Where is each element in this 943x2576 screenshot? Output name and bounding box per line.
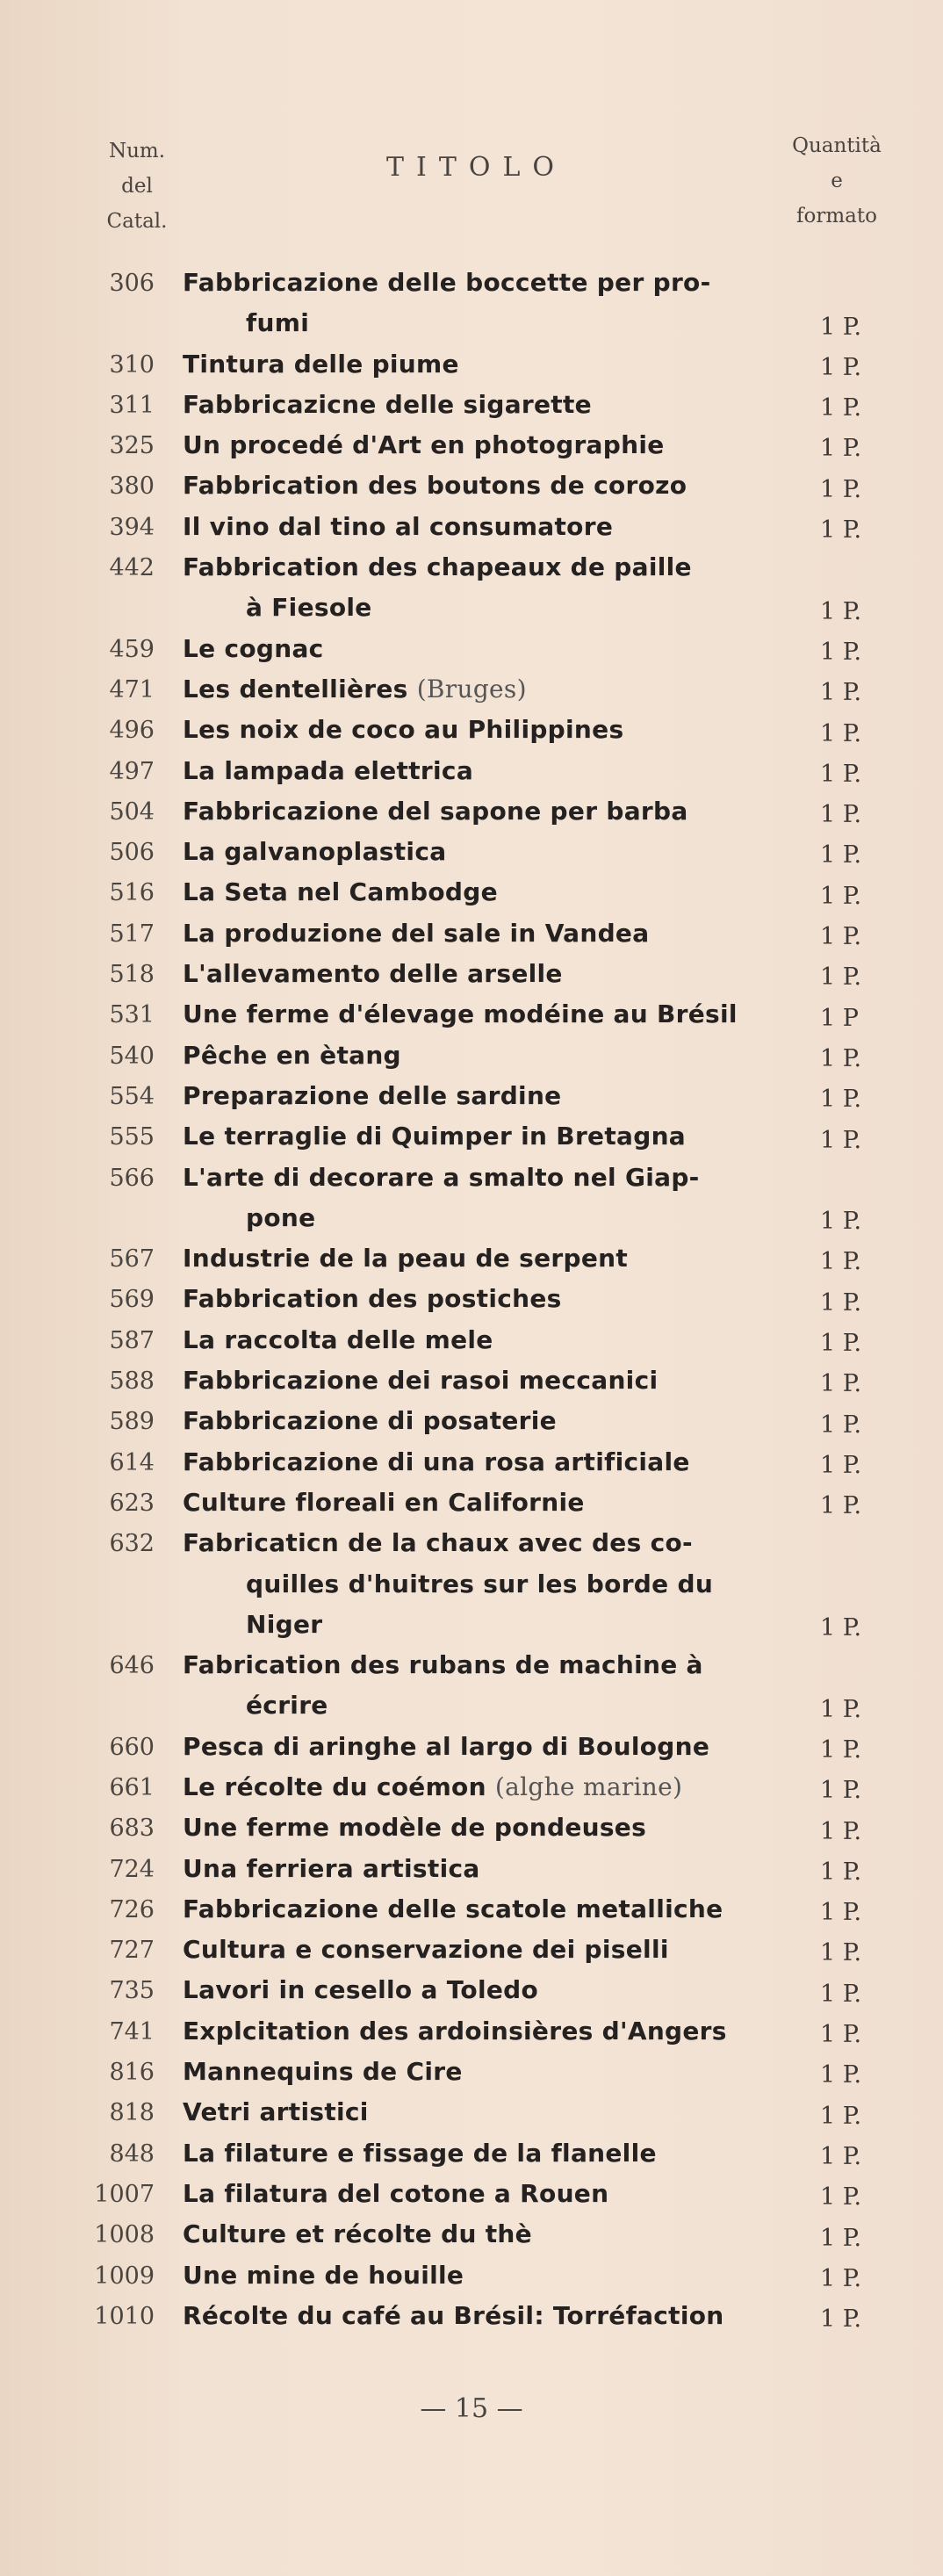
catalog-number: 566 — [109, 1164, 155, 1192]
catalog-title — [183, 1442, 762, 1483]
catalog-title — [183, 1645, 762, 1727]
catalog-row — [0, 1767, 943, 1808]
quantity-format: 1 P. — [820, 2061, 862, 2089]
title-line: Fabbricazicne delle sigarette — [183, 389, 592, 419]
catalog-number: 555 — [109, 1123, 155, 1151]
catalog-row — [0, 954, 943, 994]
quantity-format: 1 P. — [820, 1614, 862, 1642]
catalog-row — [0, 629, 943, 669]
catalog-number: 531 — [109, 1001, 155, 1029]
quantity-format: 1 P. — [820, 435, 862, 463]
catalog-number: 516 — [109, 879, 155, 907]
catalog-row — [0, 1849, 943, 1889]
catalog-title — [183, 629, 762, 669]
title-line: Niger — [246, 1609, 323, 1639]
catalog-row — [0, 2214, 943, 2255]
catalog-number: 325 — [109, 432, 155, 460]
title-line: Le récolte du coémon — [183, 1771, 486, 1801]
quantity-format: 1 P. — [820, 1248, 862, 1276]
catalog-number: 496 — [109, 717, 155, 745]
catalog-title — [183, 1483, 762, 1523]
catalog-number: 661 — [109, 1773, 155, 1801]
quantity-format: 1 P. — [820, 679, 862, 707]
catalog-title — [183, 2296, 762, 2336]
catalog-title — [183, 385, 762, 425]
quantity-format: 1 P. — [820, 1777, 862, 1805]
catalog-title — [183, 1279, 762, 1319]
title-note: (Bruges) — [416, 674, 527, 704]
title-line: fumi — [246, 308, 310, 338]
catalog-title — [183, 344, 762, 385]
catalog-row — [0, 344, 943, 385]
catalog-title — [183, 547, 762, 629]
catalog-title — [183, 872, 762, 913]
title-line: La filatura del cotone a Rouen — [183, 2178, 609, 2208]
catalog-number: 741 — [109, 2017, 155, 2046]
catalog-number: 442 — [109, 554, 155, 582]
catalog-row — [0, 425, 943, 465]
catalog-row — [0, 1808, 943, 1848]
catalog-title — [183, 913, 762, 954]
quantity-format: 1 P. — [820, 1899, 862, 1927]
title-line: Il vino dal tino al consumatore — [183, 511, 614, 541]
quantity-format: 1 P. — [820, 1044, 862, 1072]
title-line: Fabbricazione dei rasoi meccanici — [183, 1366, 659, 1396]
catalog-title — [183, 263, 762, 344]
catalog-number: 517 — [109, 920, 155, 948]
title-line: Fabbrication des postiches — [183, 1284, 562, 1314]
catalog-number: 726 — [109, 1895, 155, 1923]
title-line: Un procedé d'Art en photographie — [183, 430, 665, 460]
catalog-number: 1007 — [94, 2180, 155, 2208]
title-line: Pêche en ètang — [183, 1040, 401, 1070]
catalog-number: 311 — [109, 391, 155, 419]
title-line: Une ferme modèle de pondeuses — [183, 1813, 647, 1843]
title-line: Cultura e conservazione dei piselli — [183, 1935, 669, 1965]
catalog-title — [183, 1401, 762, 1441]
catalog-number: 1009 — [94, 2262, 155, 2290]
catalog-number: 660 — [109, 1733, 155, 1761]
catalog-title — [183, 1808, 762, 1848]
quantity-format: 1 P. — [820, 2224, 862, 2252]
catalog-title — [183, 1930, 762, 1970]
title-line: Tintura delle piume — [183, 349, 459, 379]
catalog-title — [183, 465, 762, 506]
catalog-row — [0, 1116, 943, 1157]
catalog-title — [183, 1158, 762, 1239]
catalog-number: 589 — [109, 1408, 155, 1436]
catalog-row — [0, 547, 943, 629]
title-line: La Seta nel Cambodge — [183, 877, 498, 907]
quantity-format: 1 P. — [820, 1126, 862, 1154]
quantity-format: 1 P. — [820, 1451, 862, 1479]
catalog-title — [183, 1970, 762, 2010]
catalog-title — [183, 1076, 762, 1116]
catalog-title — [183, 1727, 762, 1767]
quantity-format: 1 P — [820, 1004, 859, 1032]
title-line: La lampada elettrica — [183, 755, 474, 785]
quantity-format: 1 P. — [820, 638, 862, 666]
title-line: Una ferriera artistica — [183, 1853, 480, 1883]
catalog-title — [183, 2174, 762, 2214]
title-line: Une ferme d'élevage modéine au Brésil — [183, 999, 738, 1029]
quantity-format: 1 P. — [820, 475, 862, 503]
quantity-format: 1 P. — [820, 1208, 862, 1236]
quantity-format: 1 P. — [820, 882, 862, 910]
page-number: — 15 — — [420, 2393, 523, 2424]
title-line: quilles d'huitres sur les borde du — [246, 1569, 714, 1598]
title-line: Fabbricazione delle boccette per pro- — [183, 268, 711, 297]
quantity-format: 1 P. — [820, 394, 862, 422]
catalog-number: 588 — [109, 1367, 155, 1396]
title-line: Le terraglie di Quimper in Bretagna — [183, 1122, 687, 1151]
title-line: Fabrication des rubans de machine à — [183, 1650, 703, 1680]
catalog-number: 394 — [109, 513, 155, 541]
catalog-title — [183, 2133, 762, 2174]
title-line: Fabbricazione delle scatole metalliche — [183, 1894, 723, 1923]
catalog-number: 646 — [109, 1652, 155, 1680]
header-num-line: Num. — [108, 140, 166, 162]
catalog-title — [183, 751, 762, 791]
quantity-format: 1 P. — [820, 353, 862, 381]
title-line: L'allevamento delle arselle — [183, 959, 563, 989]
catalog-title — [183, 2214, 762, 2255]
quantity-format: 1 P. — [820, 516, 862, 545]
catalog-row — [0, 710, 943, 750]
quantity-format: 1 P. — [820, 760, 862, 788]
title-line: Industrie de la peau de serpent — [183, 1244, 629, 1274]
header-num-line: del — [121, 175, 153, 198]
catalog-title — [183, 2255, 762, 2296]
catalog-row — [0, 263, 943, 344]
catalog-title — [183, 994, 762, 1035]
catalog-number: 818 — [109, 2099, 155, 2127]
title-line: Fabbricazione del sapone per barba — [183, 796, 688, 826]
title-line: La raccolta delle mele — [183, 1324, 493, 1354]
title-note: (alghe marine) — [494, 1771, 683, 1801]
title-line: Vetri artistici — [183, 2097, 369, 2127]
catalog-row — [0, 1360, 943, 1401]
quantity-format: 1 P. — [820, 801, 862, 829]
title-line: Fabricaticn de la chaux avec des co- — [183, 1528, 693, 1558]
catalog-number: 848 — [109, 2139, 155, 2168]
catalog-number: 380 — [109, 473, 155, 501]
catalog-number: 724 — [109, 1855, 155, 1883]
title-line: à Fiesole — [246, 593, 372, 623]
quantity-format: 1 P. — [820, 1492, 862, 1520]
quantity-format: 1 P. — [820, 1735, 862, 1764]
header-catalog-number — [84, 133, 190, 239]
header-qty-line: Quantità — [792, 134, 882, 157]
title-line: Culture et récolte du thè — [183, 2219, 532, 2249]
title-line: Les noix de coco au Philippines — [183, 715, 624, 745]
quantity-format: 1 P. — [820, 963, 862, 992]
catalog-title — [183, 1767, 762, 1808]
catalog-title — [183, 1360, 762, 1401]
catalog-number: 310 — [109, 350, 155, 379]
catalog-number: 567 — [109, 1245, 155, 1274]
quantity-format: 1 P. — [820, 2021, 862, 2049]
catalog-row — [0, 1035, 943, 1076]
quantity-format: 1 P. — [820, 2102, 862, 2130]
header-qty-line: e — [831, 170, 843, 192]
catalog-title — [183, 1238, 762, 1279]
catalog-row — [0, 994, 943, 1035]
title-line: Récolte du café au Brésil: Torréfaction — [183, 2300, 724, 2330]
catalog-title — [183, 1523, 762, 1645]
catalog-row — [0, 1970, 943, 2010]
catalog-row — [0, 913, 943, 954]
quantity-format: 1 P. — [820, 313, 862, 341]
quantity-format: 1 P. — [820, 2142, 862, 2170]
catalog-row — [0, 1320, 943, 1360]
catalog-row — [0, 1523, 943, 1645]
quantity-format: 1 P. — [820, 1858, 862, 1886]
title-line: Lavori in cesello a Toledo — [183, 1975, 539, 2005]
catalog-row — [0, 1645, 943, 1727]
catalog-row — [0, 2174, 943, 2214]
title-line: Preparazione delle sardine — [183, 1080, 562, 1110]
catalog-title — [183, 2011, 762, 2052]
header-quantity-format — [771, 128, 903, 234]
title-line: Pesca di aringhe al largo di Boulogne — [183, 1731, 710, 1761]
catalog-row — [0, 1076, 943, 1116]
catalog-row — [0, 1279, 943, 1319]
catalog-row — [0, 751, 943, 791]
quantity-format: 1 P. — [820, 719, 862, 747]
catalog-row — [0, 1158, 943, 1239]
catalog-row — [0, 2011, 943, 2052]
quantity-format: 1 P. — [820, 1370, 862, 1398]
catalog-number: 816 — [109, 2059, 155, 2087]
catalog-number: 1008 — [94, 2221, 155, 2249]
quantity-format: 1 P. — [820, 1411, 862, 1439]
catalog-title — [183, 710, 762, 750]
catalog-title — [183, 1035, 762, 1076]
catalog-row — [0, 2052, 943, 2092]
title-line: Fabbricazione di posaterie — [183, 1406, 557, 1436]
quantity-format: 1 P. — [820, 1288, 862, 1317]
catalog-title — [183, 832, 762, 872]
catalog-title — [183, 791, 762, 832]
catalog-row — [0, 2092, 943, 2132]
catalog-title — [183, 425, 762, 465]
catalog-row — [0, 832, 943, 872]
catalog-title — [183, 2052, 762, 2092]
quantity-format: 1 P. — [820, 2264, 862, 2292]
catalog-row — [0, 2133, 943, 2174]
catalog-row — [0, 669, 943, 710]
quantity-format: 1 P. — [820, 597, 862, 625]
title-line: Une mine de houille — [183, 2260, 464, 2290]
catalog-number: 683 — [109, 1815, 155, 1843]
quantity-format: 1 P. — [820, 1330, 862, 1358]
catalog-number: 459 — [109, 635, 155, 663]
quantity-format: 1 P. — [820, 1695, 862, 1723]
quantity-format: 1 P. — [820, 2183, 862, 2212]
title-line: Explcitation des ardoinsières d'Angers — [183, 2016, 727, 2046]
catalog-number: 506 — [109, 839, 155, 867]
catalog-row — [0, 2296, 943, 2336]
catalog-number: 1010 — [94, 2302, 155, 2330]
catalog-row — [0, 1889, 943, 1930]
catalog-number: 471 — [109, 675, 155, 704]
catalog-number: 554 — [109, 1082, 155, 1110]
title-line: La produzione del sale in Vandea — [183, 918, 650, 948]
title-line: écrire — [246, 1691, 328, 1721]
quantity-format: 1 P. — [820, 1817, 862, 1845]
catalog-row — [0, 1442, 943, 1483]
title-line: L'arte di decorare a smalto nel Giap- — [183, 1162, 700, 1192]
catalog-title — [183, 1849, 762, 1889]
catalog-title — [183, 1889, 762, 1930]
header-num-line: Catal. — [106, 210, 168, 233]
catalog-number: 518 — [109, 961, 155, 989]
header-qty-line: formato — [796, 205, 877, 227]
catalog-number: 623 — [109, 1489, 155, 1517]
header-title: TITOLO — [386, 152, 566, 183]
quantity-format: 1 P. — [820, 1939, 862, 1967]
title-line: Mannequins de Cire — [183, 2057, 463, 2087]
catalog-number: 540 — [109, 1042, 155, 1070]
catalog-row — [0, 1483, 943, 1523]
title-line: pone — [246, 1202, 316, 1232]
catalog-number: 587 — [109, 1326, 155, 1354]
catalog-row — [0, 872, 943, 913]
title-line: Les dentellières — [183, 674, 408, 704]
catalog-number: 504 — [109, 797, 155, 826]
catalog-number: 569 — [109, 1286, 155, 1314]
quantity-format: 1 P. — [820, 923, 862, 951]
title-line: Fabbrication des boutons de corozo — [183, 471, 687, 501]
catalog-number: 727 — [109, 1937, 155, 1965]
title-line: Fabbricazione di una rosa artificiale — [183, 1447, 690, 1476]
catalog-row — [0, 1401, 943, 1441]
catalog-row — [0, 1930, 943, 1970]
catalog-title — [183, 669, 762, 710]
quantity-format: 1 P. — [820, 1980, 862, 2008]
catalog-row — [0, 1727, 943, 1767]
title-line: Culture floreali en Californie — [183, 1487, 585, 1517]
quantity-format: 1 P. — [820, 841, 862, 869]
quantity-format: 1 P. — [820, 2305, 862, 2334]
title-line: Le cognac — [183, 633, 324, 663]
catalog-title — [183, 1116, 762, 1157]
catalog-row — [0, 791, 943, 832]
catalog-title — [183, 507, 762, 547]
catalog-title — [183, 954, 762, 994]
catalog-number: 497 — [109, 757, 155, 785]
catalog-row — [0, 507, 943, 547]
title-line: La filature e fissage de la flanelle — [183, 2138, 657, 2168]
catalog-row — [0, 385, 943, 425]
catalog-number: 306 — [109, 270, 155, 297]
catalog-list — [0, 263, 943, 2336]
title-line: La galvanoplastica — [183, 837, 447, 867]
catalog-number: 614 — [109, 1448, 155, 1476]
catalog-row — [0, 1238, 943, 1279]
catalog-row — [0, 2255, 943, 2296]
catalog-number: 632 — [109, 1530, 155, 1558]
title-line: Fabbrication des chapeaux de paille — [183, 552, 692, 582]
catalog-title — [183, 1320, 762, 1360]
catalog-title — [183, 2092, 762, 2132]
catalog-number: 735 — [109, 1977, 155, 2005]
quantity-format: 1 P. — [820, 1086, 862, 1114]
catalog-row — [0, 465, 943, 506]
